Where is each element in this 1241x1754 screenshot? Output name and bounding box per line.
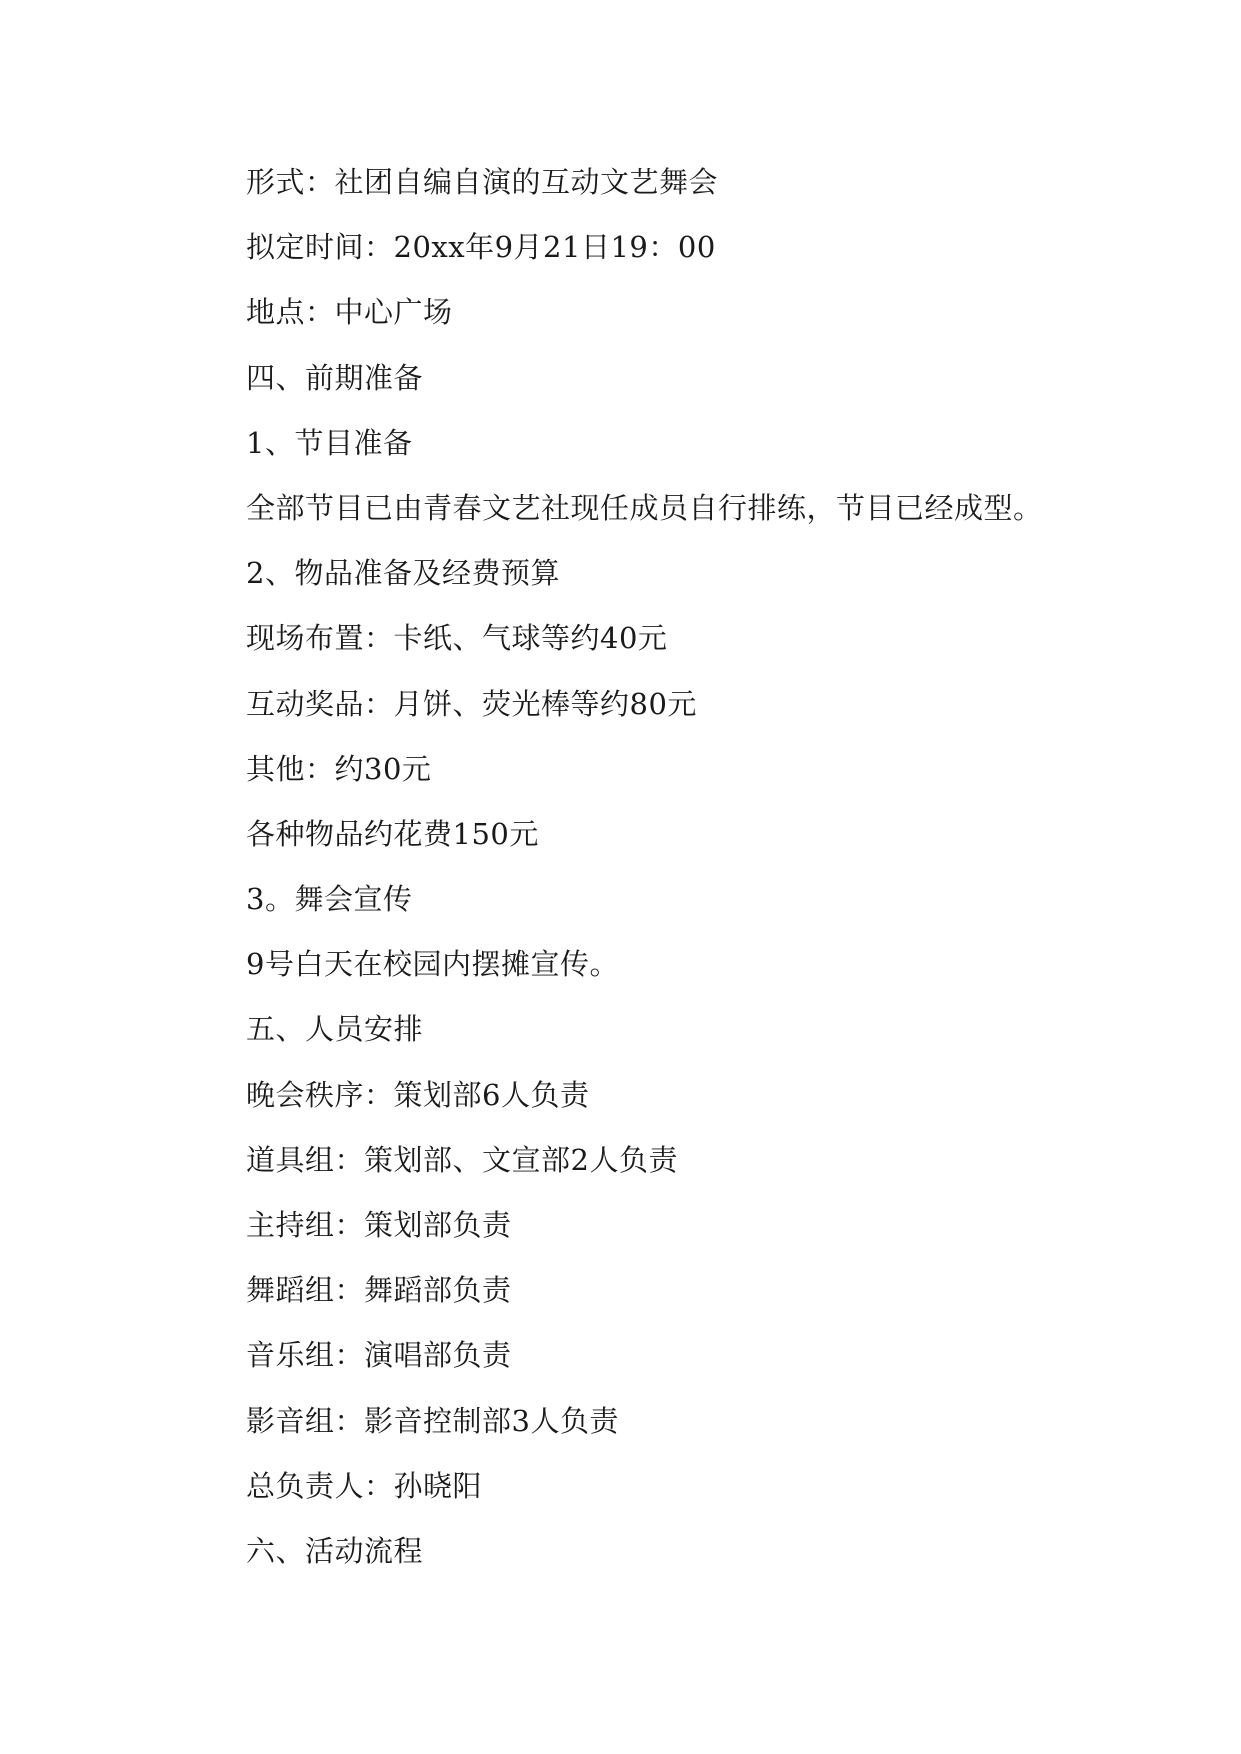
budget-item-venue: 现场布置：卡纸、气球等约40元 [246, 621, 668, 656]
staff-av: 影音组：影音控制部3人负责 [246, 1403, 619, 1438]
staff-dance: 舞蹈组：舞蹈部负责 [246, 1273, 512, 1308]
budget-total: 各种物品约花费150元 [246, 816, 539, 851]
program-preparation-text: 全部节目已由青春文艺社现任成员自行排练，节目已经成型。 [246, 490, 1043, 525]
budget-item-prizes: 互动奖品：月饼、荧光棒等约80元 [246, 686, 697, 721]
scheduled-time-line: 拟定时间：20xx年9月21日19：00 [246, 230, 716, 265]
location-line: 地点：中心广场 [246, 295, 453, 330]
subheading-supplies-budget: 2、物品准备及经费预算 [246, 556, 560, 591]
promotion-text: 9号白天在校园内摆摊宣传。 [246, 947, 619, 982]
staff-props: 道具组：策划部、文宣部2人负责 [246, 1142, 678, 1177]
staff-lead: 总负责人：孙晓阳 [246, 1468, 483, 1503]
section-heading-preparation: 四、前期准备 [246, 360, 424, 395]
subheading-program-preparation: 1、节目准备 [246, 425, 413, 460]
staff-music: 音乐组：演唱部负责 [246, 1338, 512, 1373]
format-line: 形式：社团自编自演的互动文艺舞会 [246, 165, 719, 199]
subheading-promotion: 3。舞会宣传 [246, 882, 413, 917]
document-body [246, 160, 1146, 1594]
staff-hosts: 主持组：策划部负责 [246, 1208, 512, 1242]
staff-order: 晚会秩序：策划部6人负责 [246, 1077, 590, 1112]
section-heading-staffing: 五、人员安排 [246, 1012, 424, 1047]
budget-item-other: 其他：约30元 [246, 751, 432, 786]
section-heading-process: 六、活动流程 [246, 1533, 424, 1568]
